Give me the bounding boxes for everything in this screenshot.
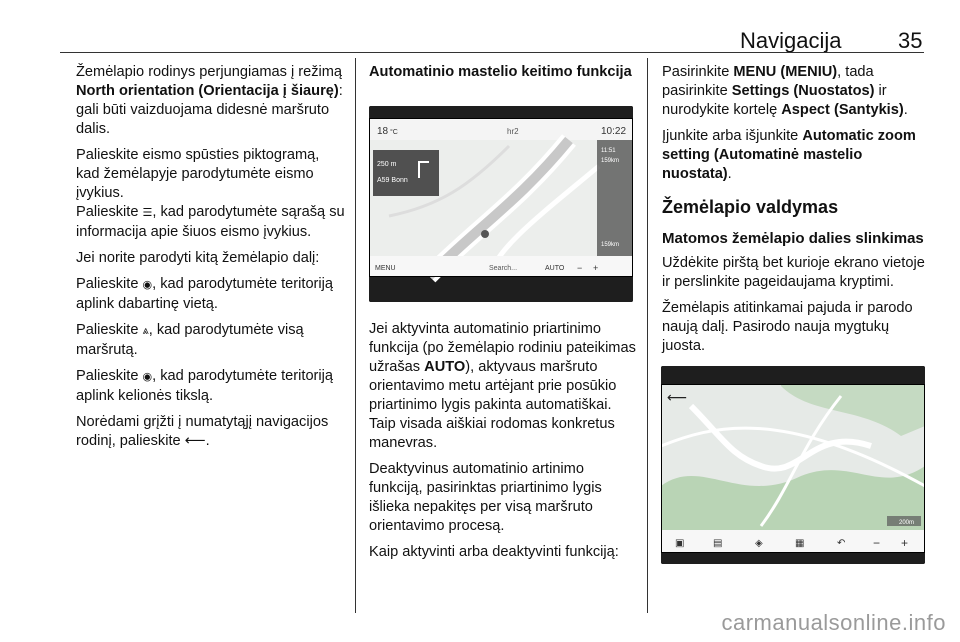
- paragraph: Palieskite ◉, kad parodytumėte teritoriją aplink kelionės tikslą.: [76, 368, 334, 404]
- zoom-in-icon: +: [901, 536, 909, 550]
- current-location-icon: ◉: [142, 279, 153, 291]
- temperature: 18: [377, 126, 389, 137]
- temperature-unit: °C: [390, 129, 398, 136]
- map-scale: 200m: [899, 520, 915, 526]
- menu-label: MENU: [375, 265, 396, 272]
- paragraph: Įjunkite arba išjunkite Automatic zoom setting (Automatinė mastelio nuostata).: [662, 128, 916, 182]
- paragraph: Norėdami grįžti į numatytąjį navigacijos rodinį, palieskite ⟵.: [76, 414, 329, 449]
- back-arrow-icon: ⟵: [667, 389, 688, 405]
- eta-time: 11:51: [601, 148, 616, 154]
- destination-icon: ◉: [142, 371, 153, 383]
- section-heading: Žemėlapio valdymas: [662, 197, 839, 217]
- zoom-out-icon: −: [873, 536, 881, 550]
- current-location-button-icon: ▣: [675, 538, 685, 549]
- paragraph: Uždėkite pirštą bet kurioje ekrano vietoje ir perslinkite pageidaujama kryptimi.: [662, 255, 925, 290]
- undo-button-icon: ↶: [837, 538, 846, 549]
- back-arrow-icon: ⟵: [184, 433, 206, 449]
- paragraph: Jei aktyvinta automatinio priartinimo funkcija (po žemėlapio rodiniu pateikimas užrašas AUTO), aktyvaus maršruto orientavimo metu artėjant prie posūkio priartinimo lygis pakinta automatiškai. Taip visada aiškiai rodomas konkretus manevras.: [369, 321, 636, 451]
- road-name: A59 Bonn: [377, 177, 408, 184]
- paragraph: Palieskite ⩓, kad parodytumėte visą maršrutą.: [76, 322, 304, 358]
- page-header-title: Navigacija: [740, 28, 842, 53]
- list-icon: ☰: [142, 207, 153, 219]
- zoom-out-icon: −: [577, 263, 583, 273]
- paragraph: Žemėlapio rodinys perjungiamas į režimą North orientation (Orientacija į šiaurę): gali būti vaizduojama didesnė maršruto dalis.: [76, 64, 343, 137]
- turn-distance: 250 m: [377, 161, 397, 168]
- paragraph: Deaktyvinus automatinio artinimo funkciją, pasirinktas priartinimo lygis išlieka nepakitęs per visą maršruto orientavimo procesą.: [369, 461, 602, 534]
- paragraph: Palieskite ◉, kad parodytumėte teritoriją aplink dabartinę vietą.: [76, 276, 334, 312]
- subsection-heading: Matomos žemėlapio dalies slinkimas: [662, 230, 924, 247]
- column-2: [369, 63, 637, 82]
- search-label: Search...: [489, 265, 518, 272]
- clock: 10:22: [601, 126, 627, 137]
- remaining-distance: 159km: [601, 242, 620, 248]
- section-heading: Automatinio mastelio keitimo funkcija: [369, 64, 632, 80]
- traffic-button-icon: ◈: [755, 538, 763, 549]
- route-overview-button-icon: ▤: [713, 538, 723, 549]
- paragraph: Palieskite eismo spūsties piktogramą, kad žemėlapyje parodytumėte eismo įvykius. Palieskite ☰, kad parodytumėte sąrašą su informacija apie šiuos eismo įvykius.: [76, 147, 345, 240]
- column-divider-2: [647, 58, 648, 613]
- zoom-in-icon: +: [593, 263, 599, 273]
- paragraph: Kaip aktyvinti arba deaktyvinti funkciją:: [369, 544, 619, 560]
- column-3: [662, 63, 928, 363]
- destination-button-icon: ▦: [795, 538, 805, 549]
- watermark: carmanualsonline.info: [721, 610, 946, 635]
- paragraph: Pasirinkite MENU (MENIU), tada pasirinkite Settings (Nuostatos) ir nurodykite kortelę Aspect (Santykis).: [662, 64, 908, 118]
- eta-distance: 159km: [601, 158, 620, 164]
- vehicle-position-marker: [481, 230, 489, 238]
- auto-label: AUTO: [545, 265, 565, 272]
- route-overview-icon: ⩓: [142, 325, 149, 337]
- header-rule: [60, 52, 924, 53]
- paragraph: Žemėlapis atitinkamai pajuda ir parodo naują dalį. Pasirodo nauja mygtukų juosta.: [662, 300, 913, 354]
- paragraph: Jei norite parodyti kitą žemėlapio dalį:: [76, 250, 320, 266]
- navigation-screenshot: [369, 106, 633, 302]
- column-divider-1: [355, 58, 356, 613]
- page-number: 35: [898, 28, 923, 53]
- status-center-label: hr2: [507, 127, 519, 136]
- map-scroll-screenshot: [661, 366, 925, 564]
- column-1: [76, 63, 346, 458]
- column-2-body: [369, 320, 641, 569]
